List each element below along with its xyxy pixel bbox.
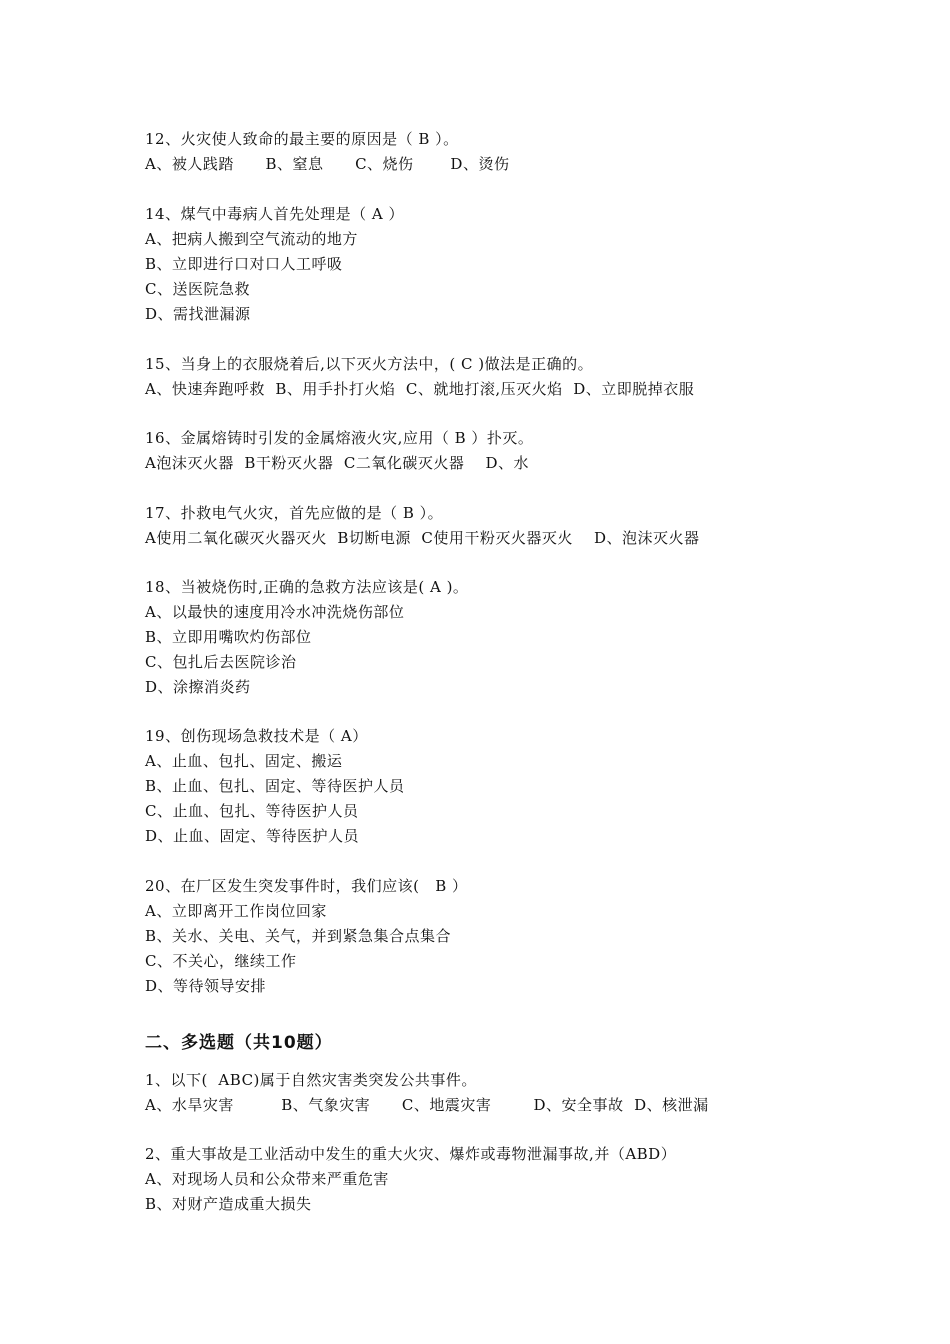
option-c: C、送医院急救 [145,280,250,298]
question-options: A、被人践踏 B、窒息 C、烧伤 D、烫伤 [145,155,510,173]
question-options: A、快速奔跑呼救 B、用手扑打火焰 C、就地打滚,压灭火焰 D、立即脱掉衣服 [145,380,695,398]
option-b: B、关水、关电、关气，并到紧急集合点集合 [145,927,452,945]
option-b: B、立即用嘴吹灼伤部位 [145,628,312,646]
question-stem: 16、金属熔铸时引发的金属熔液火灾,应用（ B ）扑灭。 [145,429,534,447]
question-stem: 15、当身上的衣服烧着后,以下灭火方法中，( C )做法是正确的。 [145,355,594,373]
question-stem: 17、扑救电气火灾，首先应做的是（ B ）。 [145,504,444,522]
option-c: C、包扎后去医院诊治 [145,653,297,671]
option-b: B、立即进行口对口人工呼吸 [145,255,343,273]
option-a: A、以最快的速度用冷水冲洗烧伤部位 [145,603,405,621]
option-a: A、对现场人员和公众带来严重危害 [145,1170,389,1188]
option-a: A、止血、包扎、固定、搬运 [145,752,343,770]
option-b: B、对财产造成重大损失 [145,1195,312,1213]
option-c: C、止血、包扎、等待医护人员 [145,802,359,820]
option-b: B、止血、包扎、固定、等待医护人员 [145,777,405,795]
question-options: A、水旱灾害 B、气象灾害 C、地震灾害 D、安全事故 D、核泄漏 [145,1096,709,1114]
question-options: A泡沫灭火器 B干粉灭火器 C二氧化碳灭火器 D、水 [145,454,530,472]
option-d: D、涂擦消炎药 [145,678,251,696]
option-c: C、不关心，继续工作 [145,952,297,970]
option-d: D、止血、固定、等待医护人员 [145,827,360,845]
option-a: A、立即离开工作岗位回家 [145,902,327,920]
question-stem: 14、煤气中毒病人首先处理是（ A ） [145,205,404,223]
option-d: D、需找泄漏源 [145,305,251,323]
section-heading: 二、多选题（共10题） [145,1033,333,1053]
question-stem: 20、在厂区发生突发事件时，我们应该( B ） [145,877,468,895]
question-stem: 19、创伤现场急救技术是（ A） [145,727,368,745]
question-stem: 1、以下( ABC)属于自然灾害类突发公共事件。 [145,1071,477,1089]
question-stem: 18、当被烧伤时,正确的急救方法应该是( A )。 [145,578,469,596]
question-stem: 2、重大事故是工业活动中发生的重大火灾、爆炸或毒物泄漏事故,并（ABD） [145,1145,677,1163]
question-stem: 12、火灾使人致命的最主要的原因是（ B ）。 [145,130,459,148]
question-options: A使用二氧化碳灭火器灭火 B切断电源 C使用干粉灭火器灭火 D、泡沫灭火器 [145,529,700,547]
option-d: D、等待领导安排 [145,977,267,995]
option-a: A、把病人搬到空气流动的地方 [145,230,358,248]
